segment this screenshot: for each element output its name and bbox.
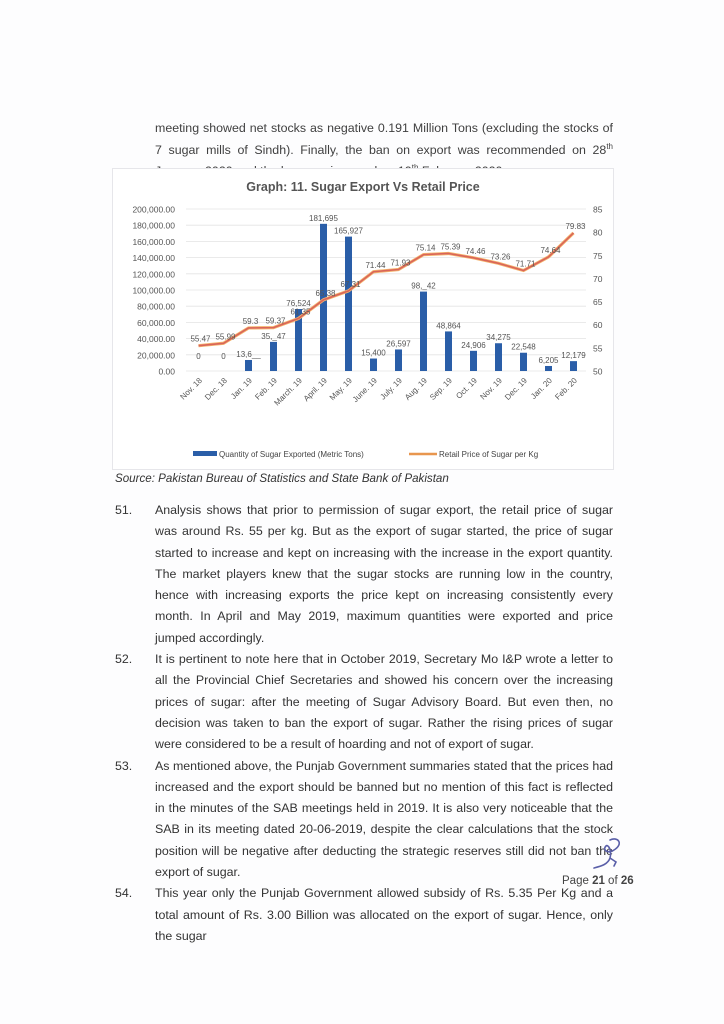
line-label: 71.44 [365, 260, 386, 270]
bar-label: 22,548 [511, 342, 536, 352]
y-left-tick: 20,000.00 [137, 350, 175, 361]
body-paragraphs [115, 500, 613, 947]
bar-label: 24,906 [461, 340, 486, 350]
x-tick-label: Jan. 20 [528, 376, 554, 401]
y-left-tick: 200,000.00 [132, 204, 175, 215]
line-label: 65.38 [315, 288, 336, 298]
line-label: 67.31 [340, 279, 361, 289]
bar-label: 76,524 [286, 299, 311, 309]
y-left-tick: 0.00 [158, 366, 175, 377]
bar [520, 353, 527, 371]
bar-label: 165,927 [334, 226, 363, 236]
y-left-tick: 140,000.00 [132, 253, 175, 264]
numbered-paragraph [115, 500, 613, 649]
y-right-tick: 60 [593, 320, 603, 331]
bar-label: 0 [196, 352, 201, 361]
bar-label: 6,205 [538, 355, 559, 365]
y-left-tick: 40,000.00 [137, 334, 175, 345]
line-label: 59.3 [242, 316, 259, 326]
y-right-tick: 80 [593, 227, 603, 238]
y-left-tick: 80,000.00 [137, 301, 175, 312]
bar-label: 0 [221, 352, 226, 361]
line-label: 75.39 [440, 242, 461, 252]
x-tick-label: Dec. 18 [203, 376, 229, 402]
intro-text-1: meeting showed net stocks as negative 0.191 Million Tons (excluding the stocks of 7 sugar mills of Sindh). Finally, the ban on export was recommended on 28 [155, 121, 613, 157]
x-tick-label: Nov. 19 [478, 376, 504, 402]
x-tick-label: June. 19 [350, 376, 379, 405]
page-number: 21 [592, 875, 605, 887]
y-right-tick: 70 [593, 273, 603, 284]
y-right-tick: 50 [593, 366, 603, 377]
y-left-tick: 180,000.00 [132, 220, 175, 231]
paragraph-text: It is pertinent to note here that in October 2019, Secretary Mo I&P wrote a letter to all the Provincial Chief Secretaries and showed his concern over the increasing prices of sugar: after the meeting of Sugar Advisory Board. But even then, no decision was taken to ban the export of sugar. Rather the rising prices of sugar were considered to be a result of hoarding and not of export of sugar. [155, 652, 613, 752]
chart-source: Source: Pakistan Bureau of Statistics and State Bank of Pakistan [115, 472, 449, 485]
paragraph-text: This year only the Punjab Government allowed subsidy of Rs. 5.35 Per Kg and a total amount of Rs. 3.00 Billion was allocated on the export of sugar. Hence, only the sugar [155, 886, 613, 943]
x-tick-label: March. 19 [272, 376, 304, 408]
line-label: 59.37 [265, 316, 286, 326]
line-label: 74.64 [540, 245, 561, 255]
bar-label: 48,864 [436, 321, 461, 331]
y-left-tick: 60,000.00 [137, 317, 175, 328]
x-tick-label: Dec. 19 [503, 376, 529, 402]
chart-container [112, 168, 614, 470]
page-footer [562, 875, 634, 887]
chart-title: Graph: 11. Sugar Export Vs Retail Price [246, 180, 480, 194]
y-right-tick: 75 [593, 250, 603, 261]
x-tick-label: April. 19 [301, 376, 329, 404]
bar [395, 349, 402, 371]
line-label: 74.46 [465, 246, 486, 256]
bar-label: 26,597 [386, 339, 411, 349]
footer-prefix: Page [562, 875, 593, 887]
bar-label: 181,695 [309, 213, 338, 223]
line-label: 79.83 [565, 221, 586, 231]
line-label: 73.26 [490, 252, 511, 262]
y-right-tick: 55 [593, 343, 603, 354]
y-left-tick: 160,000.00 [132, 236, 175, 247]
paragraph-number: 54. [115, 886, 133, 901]
bar [245, 360, 252, 371]
superscript: th [606, 141, 613, 151]
signature-icon [588, 836, 628, 876]
bar-label: 34,275 [486, 333, 511, 343]
x-tick-label: Sep. 19 [428, 376, 454, 402]
line-label: 61.35 [290, 307, 311, 317]
legend-line-label: Retail Price of Sugar per Kg [439, 450, 539, 459]
legend-bar-swatch [193, 451, 217, 456]
bar [445, 331, 452, 371]
page-total: 26 [620, 875, 634, 887]
numbered-paragraph [115, 649, 613, 755]
footer-of: of [604, 875, 621, 887]
paragraph-text: Analysis shows that prior to permission of sugar export, the retail price of sugar was around Rs. 55 per kg. But as the export of sugar started, the price of sugar started to increase and kept on increasing with the increase in the export quantity. The market players knew that the sugar stocks are running low in the country, hence with increasing exports the price kept on increasing consistently every month. In April and May 2019, maximum quantities were exported and price jumped accordingly. [155, 503, 613, 645]
bar [345, 237, 352, 371]
bar-label: 98,_42 [411, 281, 436, 291]
combo-chart [113, 169, 613, 469]
y-left-tick: 100,000.00 [132, 285, 175, 296]
x-tick-label: Nov. 18 [178, 376, 204, 402]
paragraph-number: 52. [115, 652, 133, 667]
bar [570, 361, 577, 371]
x-tick-label: Aug. 19 [403, 376, 429, 402]
bar-label: 35,_47 [261, 331, 286, 341]
legend-bar-label: Quantity of Sugar Exported (Metric Tons) [219, 450, 364, 459]
x-tick-label: July. 19 [378, 376, 404, 402]
line-label: 55.99 [215, 332, 236, 342]
y-left-tick: 120,000.00 [132, 269, 175, 280]
numbered-paragraph [115, 756, 613, 884]
line-label: 71.93 [390, 258, 411, 268]
line-label: 75.14 [415, 243, 436, 253]
x-tick-label: Feb. 19 [253, 376, 279, 402]
bar-label: 13,6__ [236, 349, 261, 359]
bar [545, 366, 552, 371]
paragraph-text: As mentioned above, the Punjab Government summaries stated that the prices had increased and the export should be banned but no mention of this fact is reflected in the minutes of the SAB meetings held in 2019. It is also very noticeable that the SAB in its meeting dated 20-06-2019, despite the clear calculations that the stock position will be negative after deducting the strategic reserves still did not ban the export of sugar. [155, 758, 613, 880]
bar-label: 15,400 [361, 348, 386, 358]
bar [470, 351, 477, 371]
line-label: 71.71 [515, 259, 536, 269]
bar [495, 343, 502, 371]
x-tick-label: Oct. 19 [454, 376, 479, 401]
x-tick-label: May. 19 [327, 376, 354, 403]
y-right-tick: 85 [593, 204, 603, 215]
bar [270, 342, 277, 371]
x-tick-label: Jan. 19 [228, 376, 254, 401]
bar [370, 359, 377, 371]
y-right-tick: 65 [593, 297, 603, 308]
bar [420, 292, 427, 371]
paragraph-number: 51. [115, 503, 133, 517]
line-label: 55.47 [190, 334, 211, 344]
bar-label: 12,179 [561, 351, 586, 361]
x-tick-label: Feb. 20 [553, 376, 579, 402]
paragraph-number: 53. [115, 758, 133, 773]
numbered-paragraph [115, 883, 613, 947]
